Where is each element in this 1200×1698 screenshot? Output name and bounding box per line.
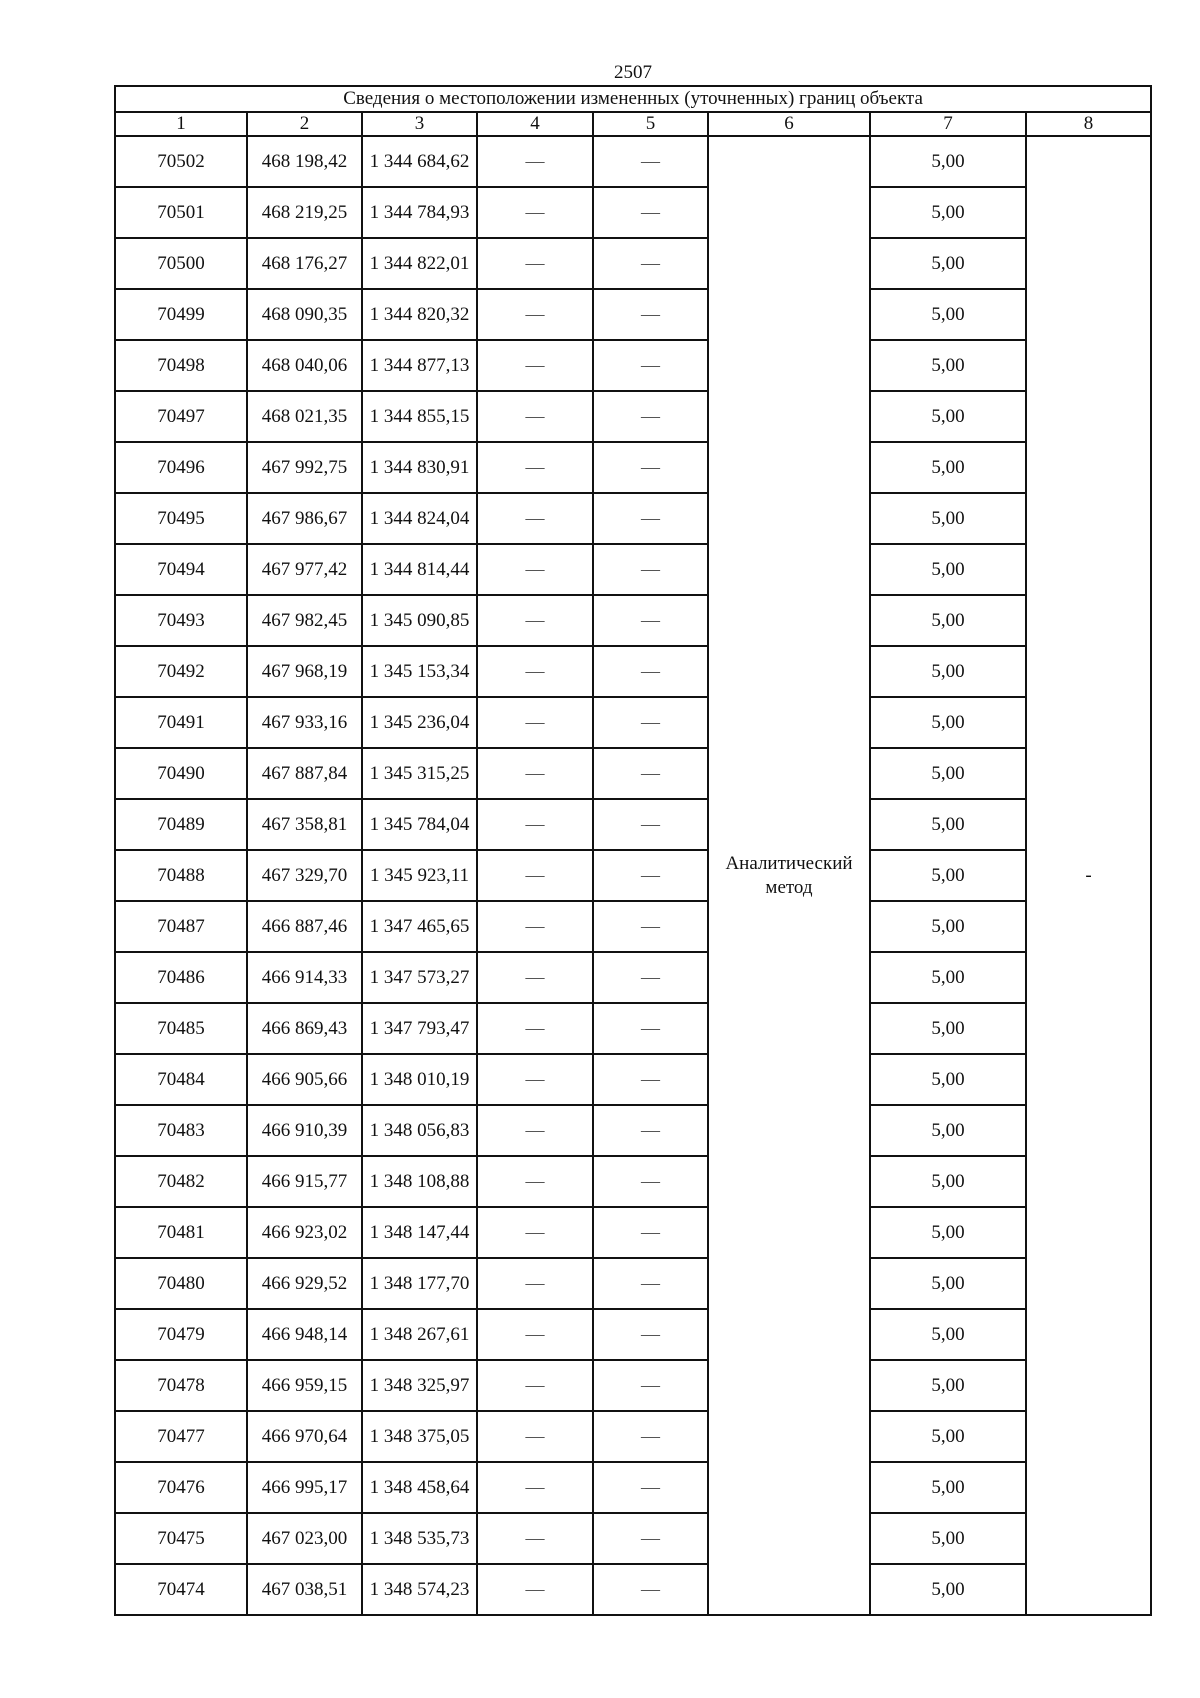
column-5-cell: — [593, 646, 708, 697]
x-coordinate-cell: 468 021,35 [247, 391, 362, 442]
column-4-cell: — [477, 595, 593, 646]
column-5-cell: — [593, 1054, 708, 1105]
column-7-cell: 5,00 [870, 646, 1026, 697]
column-4-cell: — [477, 136, 593, 187]
column-7-cell: 5,00 [870, 187, 1026, 238]
column-7-cell: 5,00 [870, 748, 1026, 799]
column-5-cell: — [593, 697, 708, 748]
table-row [115, 493, 1151, 544]
column-number: 7 [870, 112, 1026, 136]
table-row [115, 289, 1151, 340]
point-number-cell: 70493 [115, 595, 247, 646]
table-title: Сведения о местоположении измененных (уточненных) границ объекта [115, 86, 1151, 112]
y-coordinate-cell: 1 348 458,64 [362, 1462, 477, 1513]
column-4-cell: — [477, 1105, 593, 1156]
column-5-cell: — [593, 136, 708, 187]
column-7-cell: 5,00 [870, 1309, 1026, 1360]
column-5-cell: — [593, 1258, 708, 1309]
y-coordinate-cell: 1 345 236,04 [362, 697, 477, 748]
x-coordinate-cell: 467 992,75 [247, 442, 362, 493]
point-number-cell: 70474 [115, 1564, 247, 1615]
column-7-cell: 5,00 [870, 1411, 1026, 1462]
point-number-cell: 70477 [115, 1411, 247, 1462]
boundary-coordinates-table [114, 85, 1152, 1616]
point-number-cell: 70492 [115, 646, 247, 697]
column-5-cell: — [593, 1309, 708, 1360]
column-5-cell: — [593, 187, 708, 238]
point-number-cell: 70488 [115, 850, 247, 901]
y-coordinate-cell: 1 344 830,91 [362, 442, 477, 493]
column-7-cell: 5,00 [870, 1003, 1026, 1054]
x-coordinate-cell: 466 970,64 [247, 1411, 362, 1462]
y-coordinate-cell: 1 344 784,93 [362, 187, 477, 238]
point-number-cell: 70481 [115, 1207, 247, 1258]
x-coordinate-cell: 468 198,42 [247, 136, 362, 187]
table-row [115, 1360, 1151, 1411]
y-coordinate-cell: 1 344 814,44 [362, 544, 477, 595]
column-7-cell: 5,00 [870, 799, 1026, 850]
x-coordinate-cell: 466 910,39 [247, 1105, 362, 1156]
column-5-cell: — [593, 544, 708, 595]
column-5-cell: — [593, 442, 708, 493]
column-number: 6 [708, 112, 870, 136]
table-row [115, 748, 1151, 799]
point-number-cell: 70502 [115, 136, 247, 187]
column-number: 5 [593, 112, 708, 136]
column-4-cell: — [477, 1258, 593, 1309]
point-number-cell: 70496 [115, 442, 247, 493]
y-coordinate-cell: 1 344 820,32 [362, 289, 477, 340]
column-5-cell: — [593, 289, 708, 340]
column-7-cell: 5,00 [870, 544, 1026, 595]
point-number-cell: 70482 [115, 1156, 247, 1207]
y-coordinate-cell: 1 348 147,44 [362, 1207, 477, 1258]
point-number-cell: 70476 [115, 1462, 247, 1513]
x-coordinate-cell: 466 959,15 [247, 1360, 362, 1411]
point-number-cell: 70501 [115, 187, 247, 238]
column-5-cell: — [593, 952, 708, 1003]
column-4-cell: — [477, 697, 593, 748]
column-number-row [115, 112, 1151, 136]
method-cell: Аналитический метод [708, 136, 870, 1615]
table-row [115, 1462, 1151, 1513]
table-row [115, 1054, 1151, 1105]
column-4-cell: — [477, 1411, 593, 1462]
column-4-cell: — [477, 340, 593, 391]
table-row [115, 1564, 1151, 1615]
x-coordinate-cell: 466 887,46 [247, 901, 362, 952]
column-4-cell: — [477, 289, 593, 340]
y-coordinate-cell: 1 345 153,34 [362, 646, 477, 697]
y-coordinate-cell: 1 348 375,05 [362, 1411, 477, 1462]
column-7-cell: 5,00 [870, 1564, 1026, 1615]
y-coordinate-cell: 1 344 877,13 [362, 340, 477, 391]
table-row [115, 1258, 1151, 1309]
x-coordinate-cell: 467 977,42 [247, 544, 362, 595]
column-7-cell: 5,00 [870, 136, 1026, 187]
x-coordinate-cell: 468 040,06 [247, 340, 362, 391]
column-5-cell: — [593, 238, 708, 289]
table-row [115, 340, 1151, 391]
column-5-cell: — [593, 1003, 708, 1054]
point-number-cell: 70490 [115, 748, 247, 799]
column-5-cell: — [593, 1513, 708, 1564]
column-4-cell: — [477, 748, 593, 799]
y-coordinate-cell: 1 347 573,27 [362, 952, 477, 1003]
x-coordinate-cell: 466 923,02 [247, 1207, 362, 1258]
x-coordinate-cell: 468 090,35 [247, 289, 362, 340]
column-4-cell: — [477, 1309, 593, 1360]
column-7-cell: 5,00 [870, 289, 1026, 340]
x-coordinate-cell: 467 023,00 [247, 1513, 362, 1564]
point-number-cell: 70499 [115, 289, 247, 340]
table-row [115, 799, 1151, 850]
column-4-cell: — [477, 391, 593, 442]
column-number: 8 [1026, 112, 1151, 136]
point-number-cell: 70489 [115, 799, 247, 850]
point-number-cell: 70485 [115, 1003, 247, 1054]
table-row [115, 595, 1151, 646]
point-number-cell: 70487 [115, 901, 247, 952]
column-number: 3 [362, 112, 477, 136]
table-row [115, 1513, 1151, 1564]
column-5-cell: — [593, 493, 708, 544]
point-number-cell: 70497 [115, 391, 247, 442]
column-5-cell: — [593, 340, 708, 391]
column-5-cell: — [593, 1411, 708, 1462]
column-4-cell: — [477, 1360, 593, 1411]
column-4-cell: — [477, 544, 593, 595]
table-row [115, 1309, 1151, 1360]
column-5-cell: — [593, 748, 708, 799]
column-7-cell: 5,00 [870, 1054, 1026, 1105]
table-title-row [115, 86, 1151, 112]
y-coordinate-cell: 1 348 108,88 [362, 1156, 477, 1207]
column-7-cell: 5,00 [870, 1258, 1026, 1309]
column-5-cell: — [593, 850, 708, 901]
x-coordinate-cell: 467 982,45 [247, 595, 362, 646]
x-coordinate-cell: 466 929,52 [247, 1258, 362, 1309]
column-5-cell: — [593, 1105, 708, 1156]
column-5-cell: — [593, 1207, 708, 1258]
column-4-cell: — [477, 1564, 593, 1615]
column-4-cell: — [477, 187, 593, 238]
column-7-cell: 5,00 [870, 697, 1026, 748]
column-5-cell: — [593, 1462, 708, 1513]
x-coordinate-cell: 467 968,19 [247, 646, 362, 697]
y-coordinate-cell: 1 348 177,70 [362, 1258, 477, 1309]
point-number-cell: 70491 [115, 697, 247, 748]
column-4-cell: — [477, 442, 593, 493]
column-5-cell: — [593, 799, 708, 850]
column-number: 1 [115, 112, 247, 136]
point-number-cell: 70486 [115, 952, 247, 1003]
point-number-cell: 70475 [115, 1513, 247, 1564]
y-coordinate-cell: 1 344 824,04 [362, 493, 477, 544]
x-coordinate-cell: 466 905,66 [247, 1054, 362, 1105]
table-row [115, 391, 1151, 442]
point-number-cell: 70494 [115, 544, 247, 595]
column-4-cell: — [477, 646, 593, 697]
point-number-cell: 70479 [115, 1309, 247, 1360]
page-number: 2507 [614, 62, 652, 83]
column-7-cell: 5,00 [870, 1360, 1026, 1411]
column-4-cell: — [477, 1207, 593, 1258]
column-4-cell: — [477, 1513, 593, 1564]
point-number-cell: 70480 [115, 1258, 247, 1309]
y-coordinate-cell: 1 344 822,01 [362, 238, 477, 289]
x-coordinate-cell: 467 986,67 [247, 493, 362, 544]
column-4-cell: — [477, 952, 593, 1003]
table-row [115, 646, 1151, 697]
table-row [115, 901, 1151, 952]
column-4-cell: — [477, 1156, 593, 1207]
x-coordinate-cell: 468 219,25 [247, 187, 362, 238]
column-7-cell: 5,00 [870, 391, 1026, 442]
x-coordinate-cell: 467 887,84 [247, 748, 362, 799]
y-coordinate-cell: 1 344 684,62 [362, 136, 477, 187]
column-4-cell: — [477, 238, 593, 289]
x-coordinate-cell: 468 176,27 [247, 238, 362, 289]
table-row [115, 952, 1151, 1003]
point-number-cell: 70483 [115, 1105, 247, 1156]
y-coordinate-cell: 1 345 784,04 [362, 799, 477, 850]
column-4-cell: — [477, 901, 593, 952]
column-7-cell: 5,00 [870, 850, 1026, 901]
column-7-cell: 5,00 [870, 238, 1026, 289]
x-coordinate-cell: 466 869,43 [247, 1003, 362, 1054]
y-coordinate-cell: 1 347 793,47 [362, 1003, 477, 1054]
column-7-cell: 5,00 [870, 952, 1026, 1003]
column-number: 2 [247, 112, 362, 136]
x-coordinate-cell: 466 915,77 [247, 1156, 362, 1207]
x-coordinate-cell: 467 358,81 [247, 799, 362, 850]
column-5-cell: — [593, 595, 708, 646]
table-row [115, 187, 1151, 238]
column-4-cell: — [477, 850, 593, 901]
column-5-cell: — [593, 1360, 708, 1411]
column-7-cell: 5,00 [870, 340, 1026, 391]
table-row [115, 1003, 1151, 1054]
column-5-cell: — [593, 1156, 708, 1207]
column-7-cell: 5,00 [870, 1156, 1026, 1207]
column-7-cell: 5,00 [870, 595, 1026, 646]
y-coordinate-cell: 1 344 855,15 [362, 391, 477, 442]
point-number-cell: 70495 [115, 493, 247, 544]
table-row [115, 544, 1151, 595]
column-5-cell: — [593, 391, 708, 442]
column-7-cell: 5,00 [870, 901, 1026, 952]
y-coordinate-cell: 1 348 056,83 [362, 1105, 477, 1156]
column-4-cell: — [477, 1054, 593, 1105]
point-number-cell: 70478 [115, 1360, 247, 1411]
column-7-cell: 5,00 [870, 1462, 1026, 1513]
y-coordinate-cell: 1 348 574,23 [362, 1564, 477, 1615]
column-5-cell: — [593, 901, 708, 952]
column-7-cell: 5,00 [870, 1207, 1026, 1258]
y-coordinate-cell: 1 348 535,73 [362, 1513, 477, 1564]
column-8-cell: - [1026, 136, 1151, 1615]
x-coordinate-cell: 467 933,16 [247, 697, 362, 748]
table-row [115, 1207, 1151, 1258]
y-coordinate-cell: 1 348 010,19 [362, 1054, 477, 1105]
y-coordinate-cell: 1 348 267,61 [362, 1309, 477, 1360]
table-row [115, 238, 1151, 289]
table-row [115, 697, 1151, 748]
column-4-cell: — [477, 799, 593, 850]
y-coordinate-cell: 1 345 315,25 [362, 748, 477, 799]
x-coordinate-cell: 466 995,17 [247, 1462, 362, 1513]
column-4-cell: — [477, 493, 593, 544]
point-number-cell: 70500 [115, 238, 247, 289]
table-row [115, 1156, 1151, 1207]
column-4-cell: — [477, 1462, 593, 1513]
point-number-cell: 70498 [115, 340, 247, 391]
table-row [115, 1105, 1151, 1156]
table-row [115, 850, 1151, 901]
table-row [115, 136, 1151, 187]
table-row [115, 442, 1151, 493]
column-7-cell: 5,00 [870, 493, 1026, 544]
column-7-cell: 5,00 [870, 1105, 1026, 1156]
y-coordinate-cell: 1 345 090,85 [362, 595, 477, 646]
x-coordinate-cell: 467 038,51 [247, 1564, 362, 1615]
column-4-cell: — [477, 1003, 593, 1054]
column-7-cell: 5,00 [870, 1513, 1026, 1564]
y-coordinate-cell: 1 345 923,11 [362, 850, 477, 901]
x-coordinate-cell: 466 914,33 [247, 952, 362, 1003]
column-5-cell: — [593, 1564, 708, 1615]
y-coordinate-cell: 1 348 325,97 [362, 1360, 477, 1411]
x-coordinate-cell: 466 948,14 [247, 1309, 362, 1360]
y-coordinate-cell: 1 347 465,65 [362, 901, 477, 952]
column-7-cell: 5,00 [870, 442, 1026, 493]
point-number-cell: 70484 [115, 1054, 247, 1105]
column-number: 4 [477, 112, 593, 136]
x-coordinate-cell: 467 329,70 [247, 850, 362, 901]
table-row [115, 1411, 1151, 1462]
